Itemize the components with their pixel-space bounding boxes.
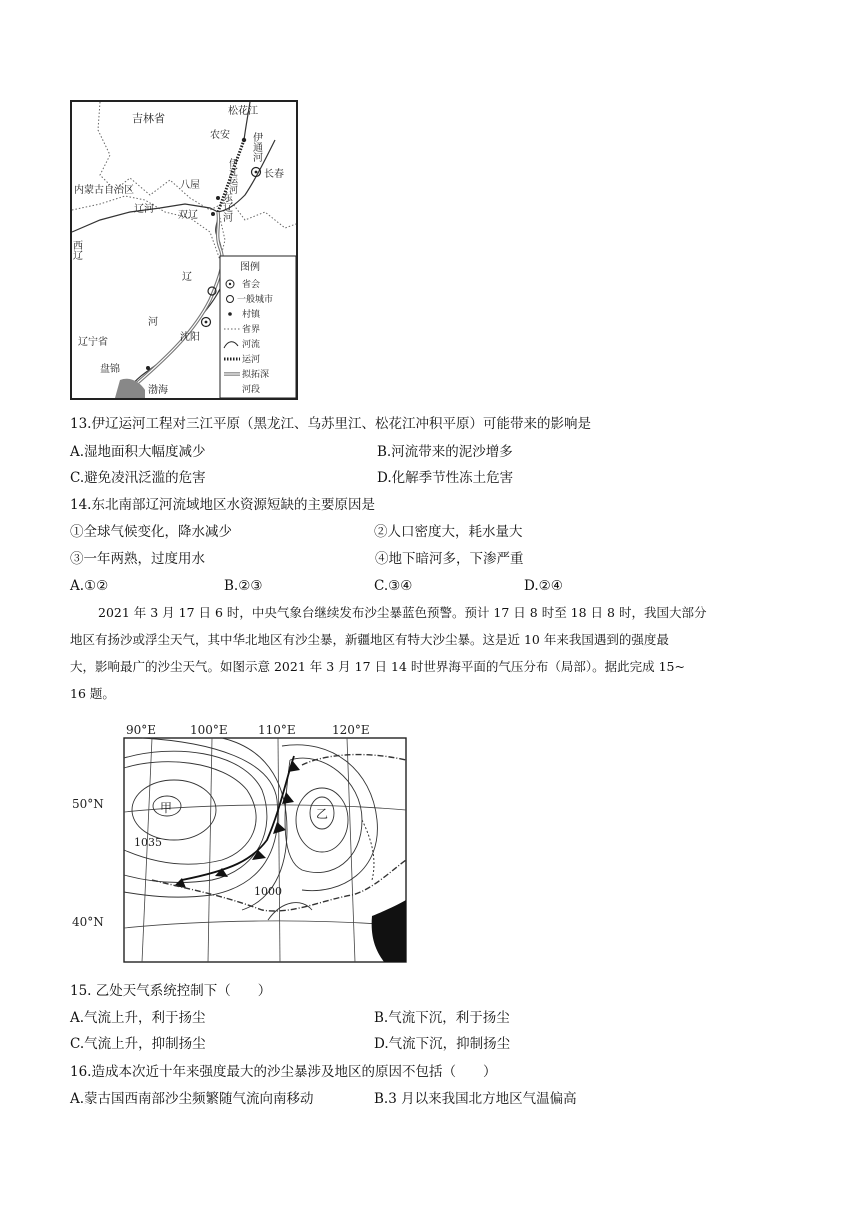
- q14-option-d: D.②④: [524, 578, 563, 594]
- map-legend: [220, 256, 296, 398]
- label-songhuajiang: 松花江: [228, 106, 258, 117]
- q15-option-a: A.气流上升，利于扬尘: [70, 1010, 206, 1026]
- label-jilin: 吉林省: [132, 112, 165, 125]
- label-liaohe: 辽河: [134, 204, 154, 215]
- lon-90e: 90°E: [126, 723, 157, 737]
- legend-item-town: 村镇: [242, 310, 261, 320]
- passage-line-1: 2021 年 3 月 17 日 6 时，中央气象台继续发布沙尘暴蓝色预警。预计 17 日 8 时至 18 日 8 时，我国大部分: [98, 605, 707, 620]
- q16-stem: 16.造成本次近十年来强度最大的沙尘暴涉及地区的原因不包括（ ）: [70, 1064, 497, 1080]
- label-yiliao-yunhe: 伊辽运河: [227, 158, 237, 194]
- q14-stem: 14.东北南部辽河流域地区水资源短缺的主要原因是: [70, 497, 375, 513]
- q15-option-b: B.气流下沉，利于扬尘: [374, 1010, 510, 1026]
- passage-line-3: 大，影响最广的沙尘天气。如图示意 2021 年 3 月 17 日 14 时世界海平面的气压分布（局部）。据此完成 15~: [70, 659, 685, 674]
- label-yitong-he: 伊通河: [250, 132, 262, 162]
- label-changchun: 长春: [264, 169, 284, 180]
- q13-option-c: C.避免凌汛泛滥的危害: [70, 470, 206, 486]
- legend-item-deepen: 拟拓深: [242, 370, 270, 380]
- q14-statement-3: ③一年两熟，过度用水: [70, 551, 205, 567]
- label-he: 河: [148, 317, 158, 328]
- lon-120e: 120°E: [332, 723, 370, 737]
- q16-option-a: A.蒙古国西南部沙尘频繁随气流向南移动: [70, 1091, 314, 1107]
- q13-option-a: A.湿地面积大幅度减少: [70, 444, 206, 460]
- q13-option-b: B.河流带来的泥沙增多: [377, 444, 513, 460]
- label-xiliao: 西辽: [70, 240, 82, 260]
- q14-option-c: C.③④: [374, 578, 413, 594]
- legend-item-river: 河流: [242, 340, 261, 350]
- q14-statement-2: ②人口密度大，耗水量大: [374, 524, 523, 540]
- passage-line-4: 16 题。: [70, 686, 115, 701]
- isobar-1000: 1000: [254, 885, 282, 898]
- q13-option-d: D.化解季节性冻土危害: [377, 470, 514, 486]
- lat-50n: 50°N: [72, 797, 104, 811]
- q15-option-d: D.气流下沉，抑制扬尘: [374, 1036, 511, 1052]
- isobar-1035: 1035: [134, 836, 162, 849]
- q14-statement-1: ①全球气候变化，降水减少: [70, 524, 232, 540]
- q14-statement-4: ④地下暗河多，下渗严重: [375, 551, 524, 567]
- legend-title: 图例: [240, 262, 260, 273]
- yiliao-canal-map: [70, 100, 298, 400]
- legend-item-canal: 运河: [242, 355, 261, 365]
- q15-option-c: C.气流上升，抑制扬尘: [70, 1036, 206, 1052]
- label-shuangliao: 双辽: [178, 210, 198, 221]
- q14-option-b: B.②③: [224, 578, 263, 594]
- label-dongliaohe: 东辽河: [220, 192, 232, 222]
- lat-40n: 40°N: [72, 915, 104, 929]
- label-jia: 甲: [160, 801, 173, 815]
- label-panjin: 盘锦: [100, 364, 120, 375]
- label-nongan: 农安: [210, 130, 230, 141]
- q16-option-b: B.3 月以来我国北方地区气温偏高: [374, 1091, 577, 1107]
- legend-item-capital: 省会: [242, 280, 261, 290]
- legend-item-segment: 河段: [242, 385, 261, 395]
- pressure-map: [72, 720, 412, 965]
- q15-stem: 15. 乙处天气系统控制下（ ）: [70, 983, 272, 999]
- label-yi: 乙: [316, 807, 329, 821]
- legend-item-city: 一般城市: [237, 295, 274, 305]
- legend-item-border: 省界: [242, 325, 261, 335]
- q14-option-a: A.①②: [70, 578, 109, 594]
- lon-110e: 110°E: [258, 723, 296, 737]
- passage-line-2: 地区有扬沙或浮尘天气，其中华北地区有沙尘暴，新疆地区有特大沙尘暴。这是近 10 年来我国遇到的强度最: [70, 632, 669, 647]
- label-shenyang: 沈阳: [180, 332, 200, 343]
- q13-stem: 13.伊辽运河工程对三江平原（黑龙江、乌苏里江、松花江冲积平原）可能带来的影响是: [70, 416, 591, 432]
- label-liaoning: 辽宁省: [78, 337, 108, 348]
- label-neimenggu: 内蒙古自治区: [74, 185, 134, 196]
- label-bawu: 八屋: [180, 180, 200, 191]
- lon-100e: 100°E: [190, 723, 228, 737]
- label-bohai: 渤海: [148, 385, 168, 396]
- label-liao: 辽: [182, 272, 192, 283]
